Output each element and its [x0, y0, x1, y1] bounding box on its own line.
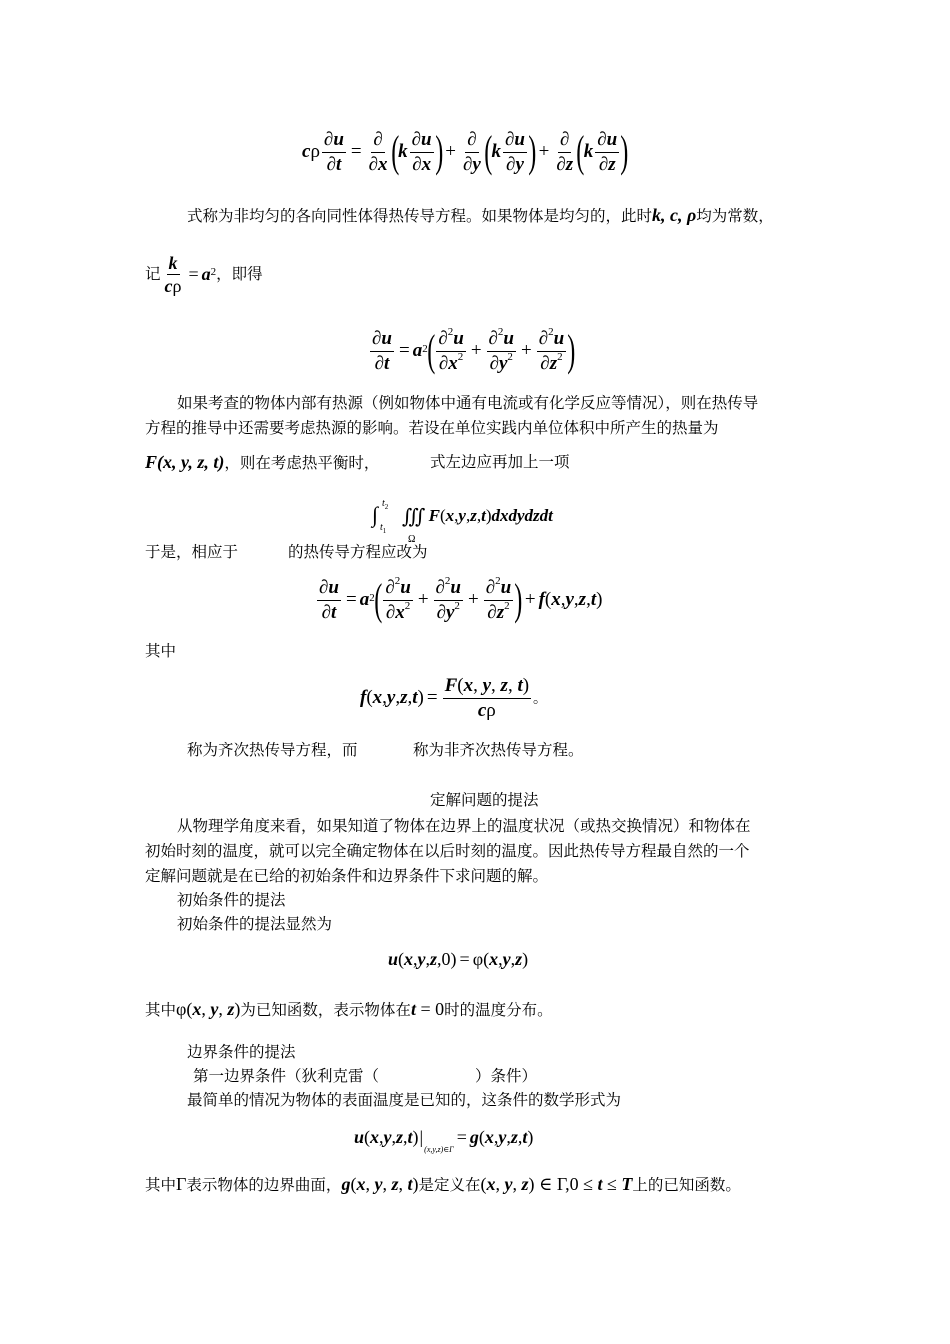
- paragraph-13: 最简单的情况为物体的表面温度是已知的，这条件的数学形式为: [187, 1091, 622, 1109]
- paragraph-6b: 称为非齐次热传导方程。: [413, 741, 584, 759]
- paragraph-12a: 第一边界条件（狄利克雷（: [193, 1067, 380, 1085]
- paragraph-1: 式称为非均匀的各向同性体得热传导方程。如果物体是均匀的，此时k, c, ρ均为常数，: [187, 205, 774, 225]
- paragraph-3-line-3b: 式左边应再加上一项: [430, 453, 570, 471]
- paragraph-11: 边界条件的提法: [187, 1043, 296, 1061]
- paragraph-4b: 的热传导方程应改为: [288, 543, 428, 561]
- paragraph-12b: ）条件）: [475, 1067, 538, 1085]
- equation-heat-nonhomogeneous: $\frac{\partial u}{\partial t}$ = a 2 ( $\frac{\partial^2u}{\partial x^2}$ + $\frac{\partial^2u}{\partial y^2}$ + $\frac{\partial^2u}{\partial z^2}$ ) + f ( x , y , z , t ): [319, 574, 603, 624]
- paragraph-9: 初始条件的提法显然为: [177, 915, 333, 933]
- paragraph-7-line-1: 从物理学角度来看，如果知道了物体在边界上的温度状况（或热交换情况）和物体在: [177, 817, 751, 835]
- section-heading: 定解问题的提法: [430, 791, 539, 809]
- equation-boundary-condition: u ( x , y , z , t ) | (x,y,z)∈Γ = g ( x , y , z , t ): [354, 1126, 534, 1154]
- paragraph-5: 其中: [145, 642, 177, 660]
- paragraph-14: 其中Γ表示物体的边界曲面，g(x, y, z, t)是定义在(x, y, z) ∈ Γ,0 ≤ t ≤ T上的已知函数。: [145, 1174, 741, 1194]
- equation-source-integral: ∫ $t_2$ $t_1$ ∭ Ω F ( x , y , z , t ) dxdydzdt: [372, 498, 553, 545]
- paragraph-3-line-2: 方程的推导中还需要考虑热源的影响。若设在单位实践内单位体积中所产生的热量为: [145, 419, 719, 437]
- equation-initial-condition: u ( x , y , z ,0) = φ( x , y , z ): [388, 948, 529, 969]
- paragraph-8: 初始条件的提法: [177, 891, 286, 909]
- paragraph-4a: 于是，相应于: [145, 543, 239, 561]
- equation-heat-nonuniform: c ρ $\frac{\partial u}{\partial t}$ = $\frac{\partial}{\partial x}$ ( k $\frac{\partial u}{\partial x}$ ) + $\frac{\partial}{\partial y}$ ( k $\frac{\partial u}{\partial y}$ ) + $\frac{\partial}{\partial z}$ ( k $\frac{\partial u}{\partial z}$ ): [302, 127, 629, 176]
- equation-heat-uniform: $\frac{\partial u}{\partial t}$ = a 2 ( $\frac{\partial^2u}{\partial x^2}$ + $\frac{\partial^2u}{\partial y^2}$ + $\frac{\partial^2u}{\partial z^2}$ ): [372, 325, 576, 375]
- paragraph-3-line-1: 如果考查的物体内部有热源（例如物体中通有电流或有化学反应等情况），则在热传导: [177, 394, 759, 412]
- equation-f-definition: f ( x , y , z , t ) = $\frac{F(x, y, z, t)}{c\rho}$ 。: [360, 674, 548, 721]
- paragraph-2: 记 $\frac{k}{c\rho}$ = a 2 ，即得: [145, 252, 263, 296]
- paragraph-10: 其中φ(x, y, z)为已知函数，表示物体在t = 0时的温度分布。: [145, 999, 553, 1019]
- paragraph-7-line-3: 定解问题就是在已给的初始条件和边界条件下求问题的解。: [145, 867, 549, 885]
- paragraph-3-line-3: F(x, y, z, t)，则在考虑热平衡时，: [145, 452, 380, 472]
- paragraph-6a: 称为齐次热传导方程，而: [187, 741, 358, 759]
- paragraph-7-line-2: 初始时刻的温度，就可以完全确定物体在以后时刻的温度。因此热传导方程最自然的一个: [145, 842, 750, 860]
